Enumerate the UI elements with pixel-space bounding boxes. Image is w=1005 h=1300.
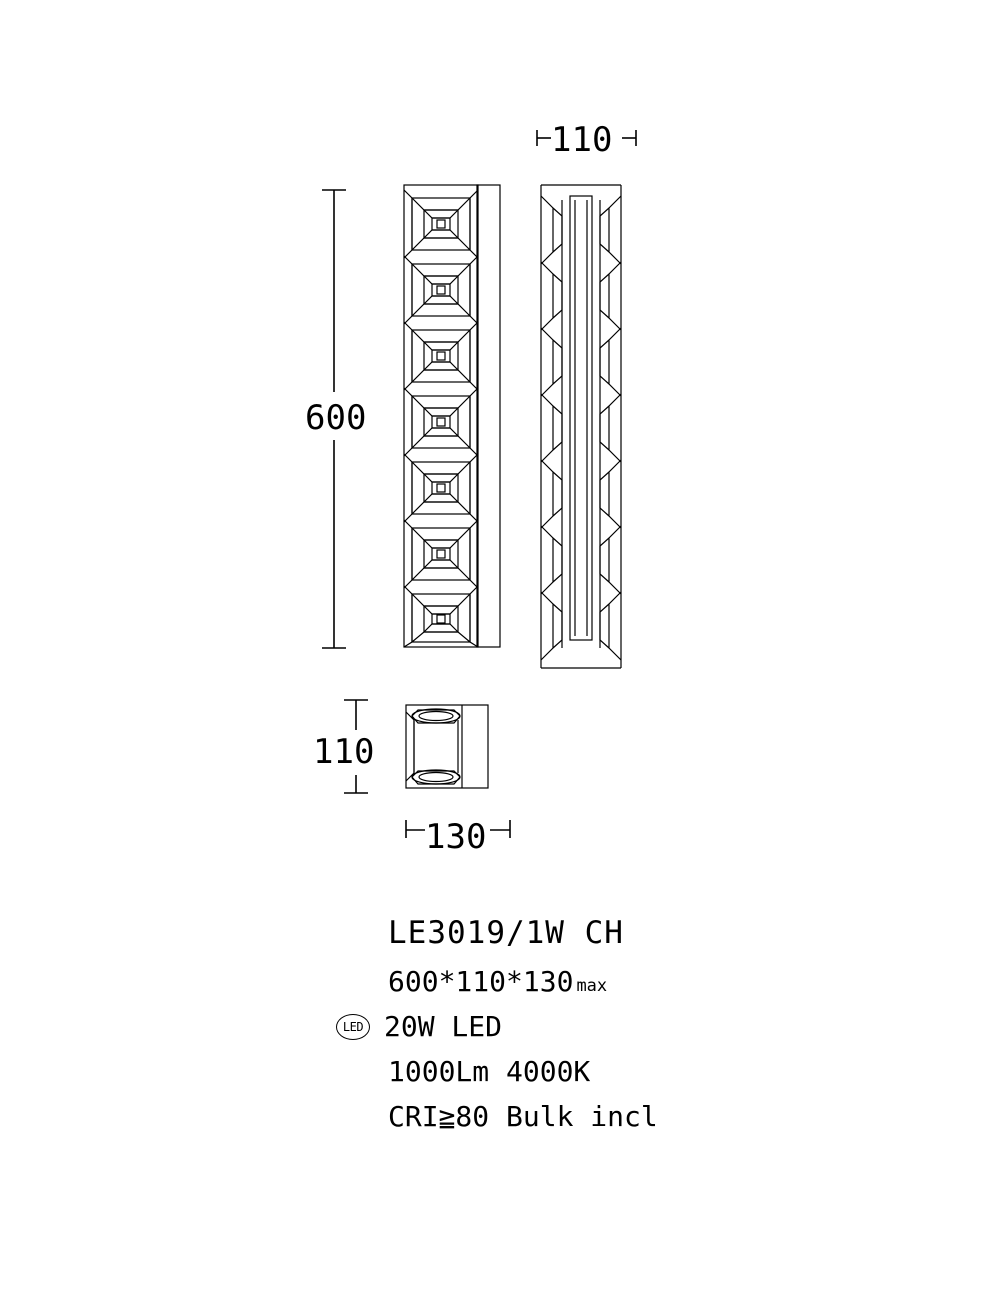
side-view bbox=[541, 185, 621, 668]
spec-cri-line bbox=[388, 1100, 896, 1133]
spec-power-line bbox=[336, 1010, 896, 1043]
dimension-label-width-side: 130 bbox=[425, 817, 487, 857]
specification-block bbox=[336, 915, 896, 1133]
spec-lumens-line bbox=[388, 1055, 896, 1088]
side-crystal-right bbox=[600, 196, 621, 660]
dimension-label-height-side: 110 bbox=[313, 732, 375, 772]
crystal-segments bbox=[404, 190, 478, 647]
spec-model-text: LE3019/1W CH bbox=[388, 915, 624, 951]
spec-cri-text: CRI≧80 Bulk incl bbox=[388, 1100, 658, 1133]
dimension-label-height-front: 600 bbox=[305, 398, 367, 438]
spec-lumens-text: 1000Lm 4000K bbox=[388, 1055, 591, 1088]
led-icon: LED bbox=[336, 1014, 370, 1040]
side-crystal-left bbox=[541, 196, 562, 660]
spec-model-line bbox=[388, 915, 896, 951]
dimension-label-width-top: 110 bbox=[551, 120, 613, 160]
spec-dimensions-text: 600*110*130 bbox=[388, 965, 574, 998]
spec-dimensions-line bbox=[388, 965, 896, 998]
front-view bbox=[404, 185, 500, 647]
spec-power-text: 20W LED bbox=[384, 1010, 503, 1043]
bottom-view bbox=[406, 705, 488, 788]
spec-dimensions-max: max bbox=[576, 976, 608, 996]
